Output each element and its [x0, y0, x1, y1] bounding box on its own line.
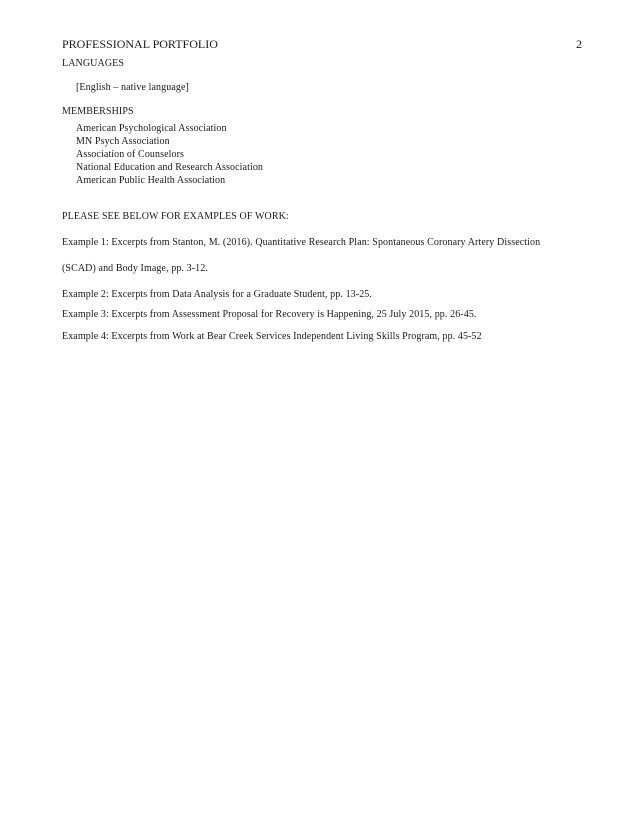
example-item-continuation: (SCAD) and Body Image, pp. 3-12. [62, 263, 208, 274]
language-item: [English – native language] [76, 82, 189, 93]
examples-intro: PLEASE SEE BELOW FOR EXAMPLES OF WORK: [62, 211, 289, 222]
example-item: Example 2: Excerpts from Data Analysis for a Graduate Student, pp. 13-25. [62, 289, 372, 300]
page-number: 2 [576, 37, 582, 51]
membership-item: American Psychological Association [76, 123, 227, 134]
membership-item: National Education and Research Association [76, 162, 264, 173]
membership-item: Association of Counselors [76, 149, 185, 160]
example-item: Example 4: Excerpts from Work at Bear Creek Services Independent Living Skills Program, pp. 45-52 [62, 331, 482, 342]
membership-item: American Public Health Association [76, 175, 226, 186]
example-item: Example 3: Excerpts from Assessment Proposal for Recovery is Happening, 25 July 2015, pp. 26-45. [62, 309, 477, 320]
memberships-heading: MEMBERSHIPS [62, 106, 134, 117]
example-item: Example 1: Excerpts from Stanton, M. (2016). Quantitative Research Plan: Spontaneous Coronary Artery Dissection [62, 237, 541, 248]
membership-item: MN Psych Association [76, 136, 170, 147]
page-header [62, 36, 582, 52]
languages-heading: LANGUAGES [62, 58, 125, 69]
header-title: PROFESSIONAL PORTFOLIO [62, 37, 218, 51]
